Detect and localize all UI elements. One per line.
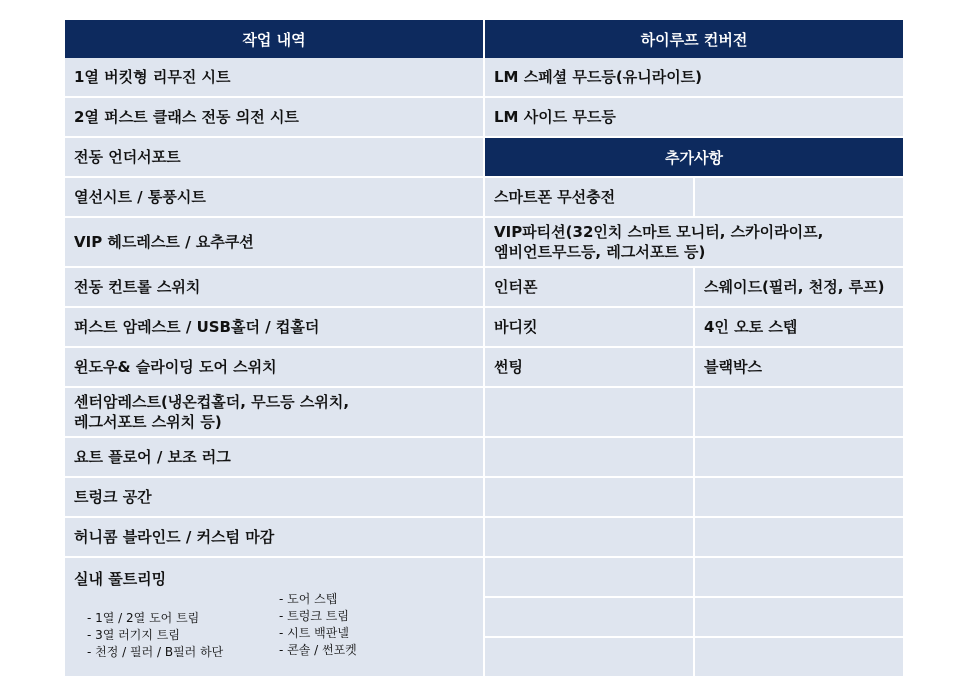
trimming-item: - 천정 / 필러 / B필러 하단 [87, 645, 224, 659]
work-item-label: 요트 플로어 / 보조 러그 [74, 448, 231, 466]
hilouf-item-label: LM 사이드 무드등 [494, 108, 616, 126]
work-item [65, 268, 483, 306]
empty-cell [695, 558, 903, 596]
header-work-label: 작업 내역 [242, 30, 306, 49]
work-item [65, 178, 483, 216]
extra-item [485, 348, 693, 386]
work-item-label: 열선시트 / 통풍시트 [74, 188, 206, 206]
trimming-item: - 트렁크 트림 [279, 609, 349, 623]
work-item-label: 전동 컨트롤 스위치 [74, 278, 201, 296]
work-item-label: VIP 헤드레스트 / 요추쿠션 [74, 233, 254, 251]
work-item [65, 98, 483, 136]
work-item [65, 58, 483, 96]
work-item [65, 308, 483, 346]
extra-item-label: 바디킷 [494, 318, 538, 336]
empty-cell [695, 598, 903, 636]
extra-item-multiline [485, 218, 903, 266]
work-item [65, 138, 483, 176]
work-item [65, 348, 483, 386]
work-item-label: 트렁크 공간 [74, 488, 152, 506]
work-item [65, 478, 483, 516]
extra-item-line: 엠비언트무드등, 레그서포트 등) [494, 243, 706, 261]
work-item-label [74, 392, 349, 432]
header-hilouf-label: 하이루프 컨버전 [640, 30, 748, 49]
hilouf-item-label: LM 스페셜 무드등(유니라이트) [494, 68, 703, 86]
empty-cell [485, 478, 693, 516]
empty-cell [695, 438, 903, 476]
extra-item [485, 308, 693, 346]
work-item [65, 518, 483, 556]
empty-cell [485, 438, 693, 476]
extra-item-label: 스웨이드(필러, 천정, 루프) [704, 278, 885, 296]
extra-item [695, 348, 903, 386]
hilouf-item [485, 58, 903, 96]
extra-item-label [494, 222, 823, 262]
trimming-item: - 시트 백판넬 [279, 626, 349, 640]
empty-cell [695, 388, 903, 436]
extra-item-label: 썬팅 [494, 358, 523, 376]
extra-item [695, 178, 903, 216]
extra-item-label: 인터폰 [494, 278, 538, 296]
trimming-item: - 3열 러기지 트림 [87, 628, 180, 642]
empty-cell [695, 518, 903, 556]
header-work [65, 20, 483, 58]
work-item [65, 438, 483, 476]
empty-cell [485, 518, 693, 556]
extra-item [695, 308, 903, 346]
empty-cell [485, 388, 693, 436]
header-hilouf [485, 20, 903, 58]
work-item-line: 레그서포트 스위치 등) [74, 413, 222, 431]
trimming-list-left [87, 610, 223, 661]
work-item-label: 1열 버킷형 리무진 시트 [74, 68, 231, 86]
extra-item [485, 178, 693, 216]
extra-item [485, 268, 693, 306]
work-item [65, 218, 483, 266]
empty-cell [485, 598, 693, 636]
hilouf-item [485, 98, 903, 136]
work-item-label: 허니콤 블라인드 / 커스텀 마감 [74, 528, 275, 546]
extra-item [695, 268, 903, 306]
empty-cell [695, 638, 903, 676]
extra-item-line: VIP파티션(32인치 스마트 모니터, 스카이라이프, [494, 223, 824, 241]
header-extra [485, 138, 903, 176]
header-extra-label: 추가사항 [665, 148, 723, 167]
trimming-item: - 1열 / 2열 도어 트림 [87, 611, 200, 625]
empty-cell [485, 558, 693, 596]
trimming-list-right [279, 591, 357, 659]
extra-item-label: 4인 오토 스텝 [704, 318, 798, 336]
work-item-label: 퍼스트 암레스트 / USB홀더 / 컵홀더 [74, 318, 320, 336]
work-item-trimming [65, 558, 483, 676]
extra-item-label: 블랙박스 [704, 358, 762, 376]
work-item-label: 전동 언더서포트 [74, 148, 181, 166]
work-item-label: 2열 퍼스트 클래스 전동 의전 시트 [74, 108, 299, 126]
work-item-label: 실내 풀트리밍 [74, 570, 167, 588]
extra-item-label: 스마트폰 무선충전 [494, 188, 616, 206]
empty-cell [695, 478, 903, 516]
work-item-line: 센터암레스트(냉온컵홀더, 무드등 스위치, [74, 393, 350, 411]
trimming-item: - 콘솔 / 썬포켓 [279, 643, 357, 657]
work-item-label: 윈도우& 슬라이딩 도어 스위치 [74, 358, 277, 376]
empty-cell [485, 638, 693, 676]
trimming-item: - 도어 스텝 [279, 592, 338, 606]
work-item-multiline [65, 388, 483, 436]
